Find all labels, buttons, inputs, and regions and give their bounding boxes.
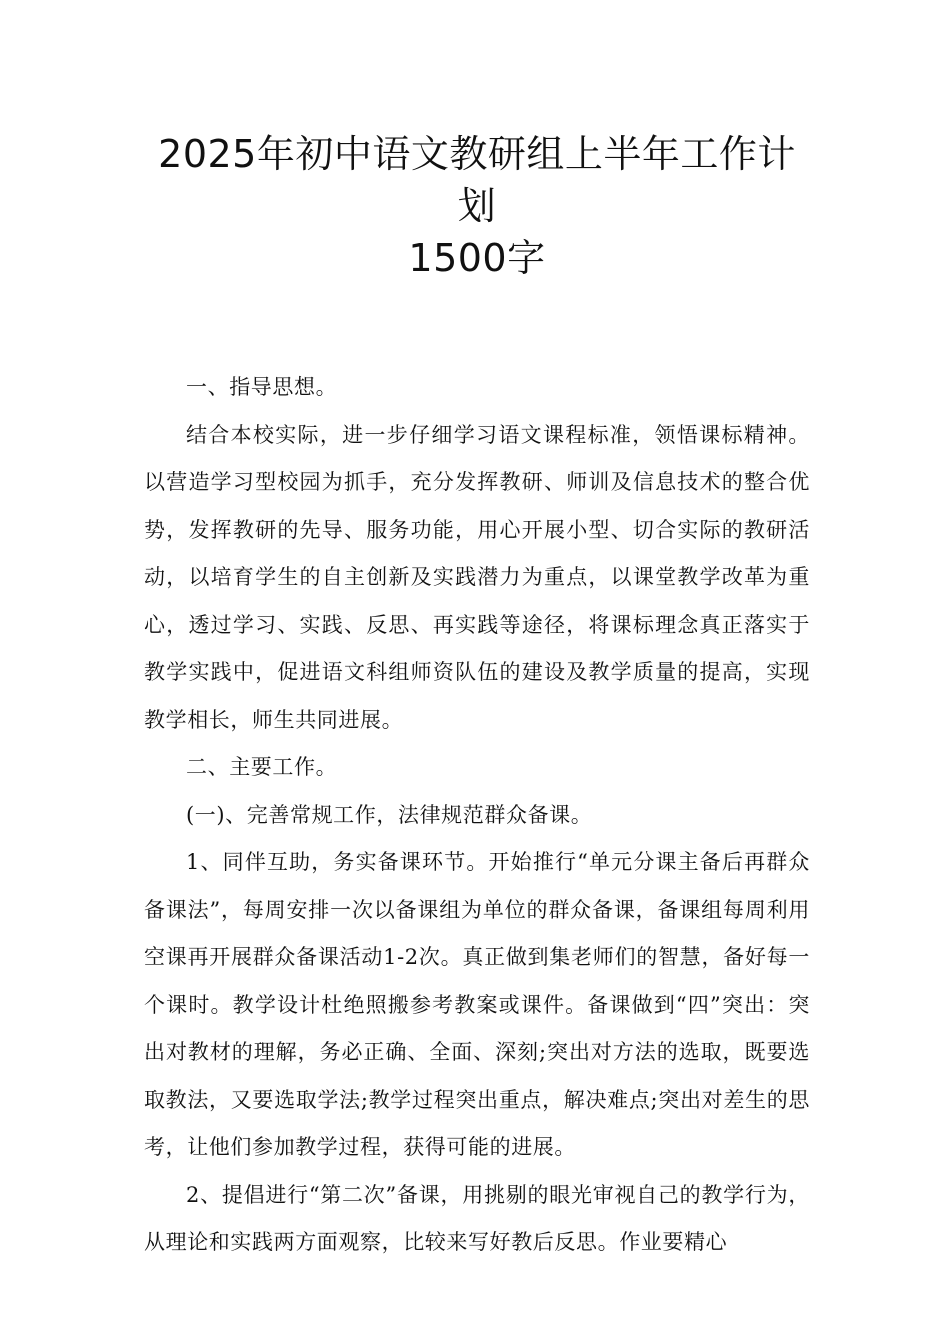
- document-title: [144, 0, 810, 284]
- paragraph-item-2: 2、提倡进行“第二次”备课，用挑剔的眼光审视自己的教学行为，从理论和实践两方面观察，比较来写好教后反思。作业要精心: [144, 1182, 810, 1254]
- title-line-2: 1500字: [408, 236, 546, 280]
- paragraph-item-1: 1、同伴互助，务实备课环节。开始推行“单元分课主备后再群众备课法”，每周安排一次以备课组为单位的群众备课，备课组每周利用空课再开展群众备课活动1-2次。真正做到集老师们的智慧，备好每一个课时。教学设计杜绝照搬参考教案或课件。备课做到“四”突出：突出对教材的理解，务必正确、全面、深刻;突出对方法的选取，既要选取教法，又要选取学法;教学过程突出重点，解决难点;突出对差生的思考，让他们参加教学过程，获得可能的进展。: [144, 850, 810, 1159]
- title-line-1: 2025年初中语文教研组上半年工作计划: [158, 132, 796, 228]
- heading-main-work: 二、主要工作。: [186, 755, 338, 779]
- document-body: [144, 364, 810, 1267]
- subheading-routine-work: (一)、完善常规工作，法律规范群众备课。: [186, 802, 593, 827]
- paragraph-guiding-thought: 结合本校实际，进一步仔细学习语文课程标准，领悟课标精神。以营造学习型校园为抓手，充分发挥教研、师训及信息技术的整合优势，发挥教研的先导、服务功能，用心开展小型、切合实际的教研活动，以培育学生的自主创新及实践潜力为重点，以课堂教学改革为重心，透过学习、实践、反思、再实践等途径，将课标理念真正落实于教学实践中，促进语文科组师资队伍的建设及教学质量的提高，实现教学相长，师生共同进展。: [144, 422, 810, 732]
- heading-guiding-thought: 一、指导思想。: [186, 375, 338, 399]
